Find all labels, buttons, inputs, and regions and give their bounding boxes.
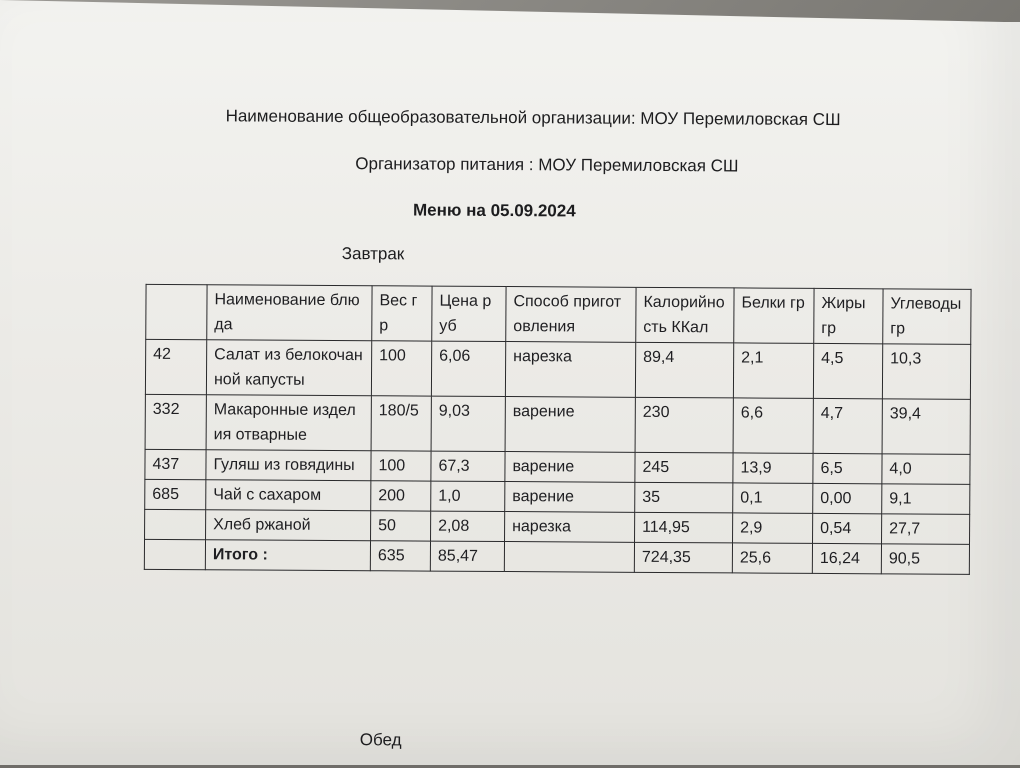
table-header-row: [146, 284, 971, 344]
header-cell-weight: Вес гр: [372, 286, 432, 341]
header-cell-carbs: Углеводы гр: [883, 289, 971, 345]
header-cell-code: [146, 284, 207, 339]
table-total-row: [144, 539, 969, 574]
cell-weight: 50: [371, 511, 431, 541]
table-row: [145, 339, 970, 399]
breakfast-label: Завтрак: [341, 244, 405, 264]
header-cell-dish-name: Наименование блюда: [207, 285, 372, 341]
cell-fats: 0,54: [813, 513, 882, 543]
cell-weight: 180/5: [371, 396, 431, 451]
cell-proteins: 2,9: [733, 513, 813, 543]
header-cell-cooking-method: Способ приготовления: [506, 287, 636, 343]
total-fats: 16,24: [812, 543, 881, 573]
header-cell-calories: Калорийность ККал: [636, 287, 734, 343]
cell-dish-name: Макаронные изделия отварные: [206, 395, 371, 451]
cell-proteins: 0,1: [733, 483, 813, 513]
cell-fats: 4,7: [813, 398, 882, 453]
cell-dish-name: Хлеб ржаной: [206, 510, 371, 541]
cell-price: 2,08: [431, 511, 505, 541]
cell-carbs: 4,0: [882, 454, 970, 485]
cell-price: 67,3: [431, 451, 505, 481]
cell-calories: 230: [635, 397, 733, 453]
cell-cooking-method: нарезка: [505, 512, 635, 543]
cell-carbs: 9,1: [882, 484, 970, 515]
table-row: [145, 394, 970, 454]
cell-code: 332: [145, 394, 206, 449]
cell-fats: 4,5: [813, 343, 882, 398]
cell-proteins: 13,9: [733, 453, 813, 483]
cell-cooking-method: нарезка: [505, 342, 635, 398]
header-cell-fats: Жиры гр: [814, 288, 883, 343]
cell-price: 6,06: [431, 341, 505, 396]
total-cooking-method: [504, 542, 634, 573]
caterer-line: Организатор питания : МОУ Перемиловская СШ: [355, 154, 739, 176]
cell-weight: 100: [371, 451, 431, 481]
cell-price: 1,0: [431, 481, 505, 511]
total-proteins: 25,6: [732, 543, 812, 573]
cell-proteins: 6,6: [733, 398, 813, 453]
cell-code: 437: [145, 449, 206, 479]
lunch-label: Обед: [359, 730, 402, 750]
cell-code: 42: [145, 339, 206, 394]
cell-fats: 6,5: [813, 453, 882, 483]
cell-cooking-method: варение: [505, 452, 635, 483]
cell-price: 9,03: [431, 396, 505, 451]
cell-cooking-method: варение: [505, 482, 635, 513]
total-price: 85,47: [430, 541, 504, 571]
cell-code: 685: [145, 479, 206, 509]
menu-table: [144, 284, 972, 575]
cell-proteins: 2,1: [733, 343, 813, 398]
total-label: Итого :: [205, 540, 370, 571]
cell-weight: 100: [371, 341, 431, 396]
total-calories: 724,35: [634, 542, 732, 573]
cell-carbs: 39,4: [882, 399, 970, 455]
cell-dish-name: Чай с сахаром: [206, 480, 371, 511]
cell-dish-name: Гуляш из говядины: [206, 450, 371, 481]
total-weight: 635: [370, 541, 430, 571]
cell-carbs: 27,7: [882, 514, 970, 545]
cell-calories: 89,4: [635, 342, 733, 398]
header-cell-proteins: Белки гр: [734, 288, 814, 343]
cell-calories: 114,95: [635, 512, 733, 543]
cell-weight: 200: [371, 481, 431, 511]
header-cell-price: Цена руб: [432, 286, 506, 341]
organization-line: Наименование общеобразовательной организации: МОУ Перемиловская СШ: [225, 106, 841, 130]
cell-calories: 35: [635, 482, 733, 513]
total-code: [144, 539, 205, 569]
cell-code: [145, 509, 206, 539]
menu-title: Меню на 05.09.2024: [412, 200, 576, 221]
cell-fats: 0,00: [813, 483, 882, 513]
cell-dish-name: Салат из белокочанной капусты: [206, 340, 371, 396]
total-carbs: 90,5: [881, 544, 969, 575]
cell-cooking-method: варение: [505, 397, 635, 453]
cell-calories: 245: [635, 452, 733, 483]
cell-carbs: 10,3: [882, 344, 970, 400]
